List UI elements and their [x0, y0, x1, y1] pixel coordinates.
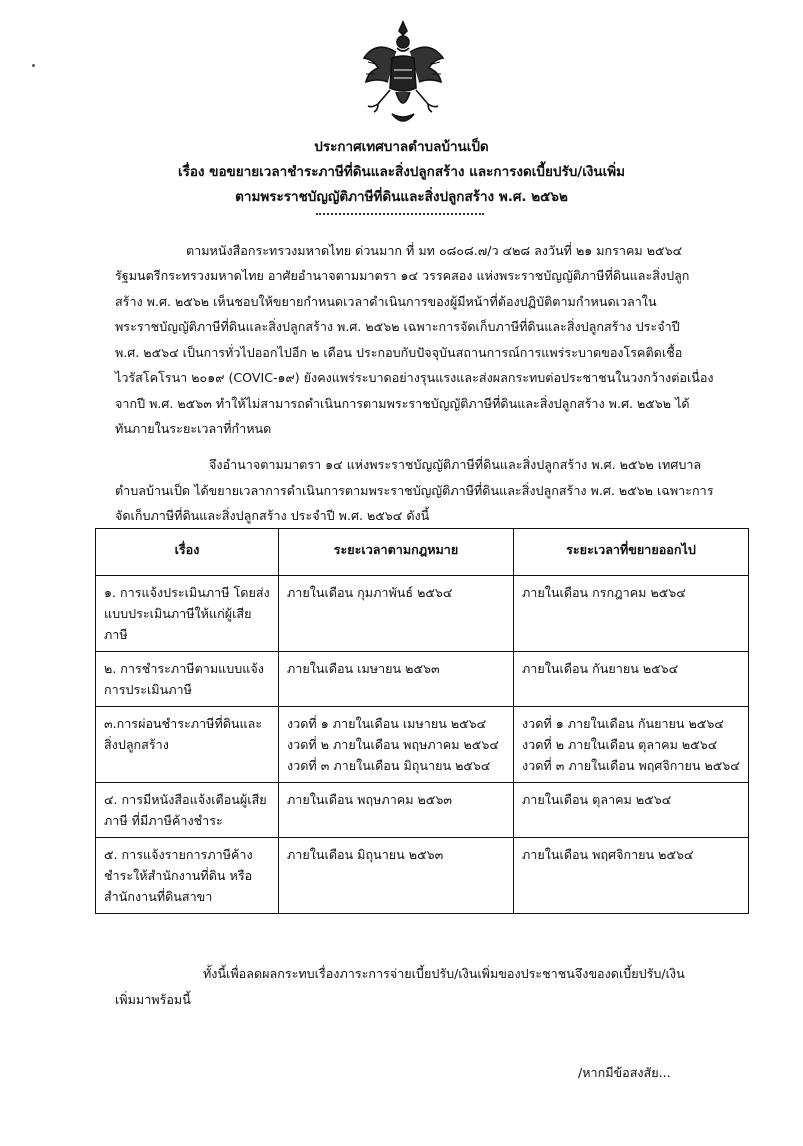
cell-legal-period — [279, 652, 514, 707]
cell-legal-period — [279, 707, 514, 783]
cell-subject — [96, 576, 279, 652]
cell-text: ๕. การแจ้งรายการภาษีค้าง — [104, 847, 253, 862]
announcement-title: ประกาศเทศบาลตำบลบ้านเป็ด — [314, 139, 489, 155]
table-row — [96, 707, 749, 783]
column-header-legal-period: ระยะเวลาตามกฎหมาย — [279, 529, 514, 576]
garuda-emblem — [356, 18, 451, 130]
cell-text: การประเมินภาษี — [104, 682, 192, 697]
paragraph-2-line: จัดเก็บภาษีที่ดินและสิ่งปลูกสร้าง ประจำปี พ.ศ. ๒๕๖๔ ดังนี้ — [115, 508, 430, 523]
announcement-subject: เรื่อง ขอขยายเวลาชำระภาษีที่ดินและสิ่งปลูกสร้าง และการงดเบี้ยปรับ/เงินเพิ่ม — [177, 164, 626, 180]
column-header-subject: เรื่อง — [96, 529, 279, 576]
scan-speck — [32, 64, 35, 67]
paragraph-1-line: จากปี พ.ศ. ๒๕๖๓ ทำให้ไม่สามารถดำเนินการตามพระราชบัญญัติภาษีที่ดินและสิ่งปลูกสร้าง พ.ศ. ๒๕๖๒ ได้ — [115, 396, 690, 411]
cell-text: งวดที่ ๑ ภายในเดือน เมษายน ๒๕๖๔ — [287, 716, 487, 731]
cell-legal-period — [279, 838, 514, 914]
cell-extended-period — [514, 652, 749, 707]
cell-text: สำนักงานที่ดินสาขา — [104, 889, 213, 904]
closing-line: เพิ่มมาพร้อมนี้ — [115, 992, 191, 1007]
closing-line: ทั้งนี้เพื่อลดผลกระทบเรื่องภาระการจ่ายเบี้ยปรับ/เงินเพิ่มของประชาชนจึงของดเบี้ยปรับ/เงิน — [203, 966, 685, 981]
cell-text: ๓.การผ่อนชำระภาษีที่ดินและ — [104, 716, 263, 731]
cell-text: ภายในเดือน พฤษภาคม ๒๕๖๓ — [287, 792, 452, 807]
paragraph-1-line: ทันภายในระยะเวลาที่กำหนด — [115, 421, 272, 436]
cell-text: ภายในเดือน กันยายน ๒๕๖๔ — [522, 661, 679, 676]
cell-text: ภายในเดือน ตุลาคม ๒๕๖๔ — [522, 792, 672, 807]
paragraph-2-line: จึงอำนาจตามมาตรา ๑๔ แห่งพระราชบัญญัติภาษีที่ดินและสิ่งปลูกสร้าง พ.ศ. ๒๕๖๒ เทศบาล — [209, 457, 702, 472]
cell-text: งวดที่ ๓ ภายในเดือน พฤศจิกายน ๒๕๖๔ — [522, 758, 740, 773]
cell-text: ชำระให้สำนักงานที่ดิน หรือ — [104, 868, 253, 883]
cell-extended-period — [514, 783, 749, 838]
cell-extended-period — [514, 707, 749, 783]
cell-text: ๑. การแจ้งประเมินภาษี โดยส่ง — [104, 585, 270, 600]
cell-text: งวดที่ ๑ ภายในเดือน กันยายน ๒๕๖๔ — [522, 716, 724, 731]
cell-text: ภาษี ที่มีภาษีค้างชำระ — [104, 813, 223, 828]
cell-text: ภายในเดือน กุมภาพันธ์ ๒๕๖๔ — [287, 585, 453, 600]
cell-text: งวดที่ ๓ ภายในเดือน มิถุนายน ๒๕๖๔ — [287, 758, 491, 773]
cell-subject — [96, 707, 279, 783]
cell-text: ภายในเดือน กรกฎาคม ๒๕๖๔ — [522, 585, 686, 600]
cell-legal-period — [279, 576, 514, 652]
cell-text: แบบประเมินภาษีให้แก่ผู้เสีย — [104, 606, 252, 621]
dotted-separator — [316, 213, 484, 215]
paragraph-1-line: พระราชบัญญัติภาษีที่ดินและสิ่งปลูกสร้าง พ.ศ. ๒๕๖๒ เฉพาะการจัดเก็บภาษีที่ดินและสิ่งปลูกสร้าง ประจำปี — [115, 319, 680, 334]
table-row — [96, 652, 749, 707]
paragraph-1-line: สร้าง พ.ศ. ๒๕๖๒ เห็นชอบให้ขยายกำหนดเวลาดำเนินการของผู้มีหน้าที่ต้องปฏิบัติตามกำหนดเวลาใน — [115, 294, 657, 309]
cell-extended-period — [514, 838, 749, 914]
cell-subject — [96, 652, 279, 707]
table-row — [96, 783, 749, 838]
paragraph-2-line: ตำบลบ้านเป็ด ได้ขยายเวลาการดำเนินการตามพระราชบัญญัติภาษีที่ดินและสิ่งปลูกสร้าง พ.ศ. ๒๕๖๒ เฉพาะการ — [115, 483, 714, 498]
cell-text: ภายในเดือน พฤศจิกายน ๒๕๖๔ — [522, 847, 694, 862]
table-row — [96, 576, 749, 652]
table-header-row — [96, 529, 749, 576]
cell-extended-period — [514, 576, 749, 652]
cell-text: ภายในเดือน มิถุนายน ๒๕๖๓ — [287, 847, 444, 862]
paragraph-1-line: ตามหนังสือกระทรวงมหาดไทย ด่วนมาก ที่ มท ๐๘๐๘.๗/ว ๔๒๘ ลงวันที่ ๒๑ มกราคม ๒๕๖๔ — [186, 243, 683, 258]
table-row — [96, 838, 749, 914]
cell-text: งวดที่ ๒ ภายในเดือน ตุลาคม ๒๕๖๔ — [522, 737, 718, 752]
continuation-note: /หากมีข้อสงสัย... — [578, 1065, 671, 1080]
cell-text: สิ่งปลูกสร้าง — [104, 737, 169, 752]
extension-table — [95, 528, 749, 914]
cell-subject — [96, 783, 279, 838]
cell-text: ๔. การมีหนังสือแจ้งเตือนผู้เสีย — [104, 792, 267, 807]
cell-text: ภายในเดือน เมษายน ๒๕๖๓ — [287, 661, 440, 676]
cell-legal-period — [279, 783, 514, 838]
paragraph-1-line: พ.ศ. ๒๕๖๔ เป็นการทั่วไปออกไปอีก ๒ เดือน ประกอบกับปัจจุบันสถานการณ์การแพร่ระบาดของโรคติดเชื้อ — [115, 345, 683, 360]
paragraph-1-line: ไวรัสโคโรนา ๒๐๑๙ (COVIC-๑๙) ยังคงแพร่ระบาดอย่างรุนแรงและส่งผลกระทบต่อประชาชนในวงกว้างต่อเนื่อง — [115, 370, 714, 385]
column-header-extended-period: ระยะเวลาที่ขยายออกไป — [514, 529, 749, 576]
cell-text: ภาษี — [104, 627, 128, 642]
paragraph-1-line: รัฐมนตรีกระทรวงมหาดไทย อาศัยอำนาจตามมาตรา ๑๔ วรรคสอง แห่งพระราชบัญญัติภาษีที่ดินและสิ่งปลูก — [115, 268, 690, 283]
cell-text: งวดที่ ๒ ภายในเดือน พฤษภาคม ๒๕๖๔ — [287, 737, 499, 752]
cell-text: ๒. การชำระภาษีตามแบบแจ้ง — [104, 661, 264, 676]
cell-subject — [96, 838, 279, 914]
announcement-act: ตามพระราชบัญญัติภาษีที่ดินและสิ่งปลูกสร้าง พ.ศ. ๒๕๖๒ — [235, 189, 568, 205]
